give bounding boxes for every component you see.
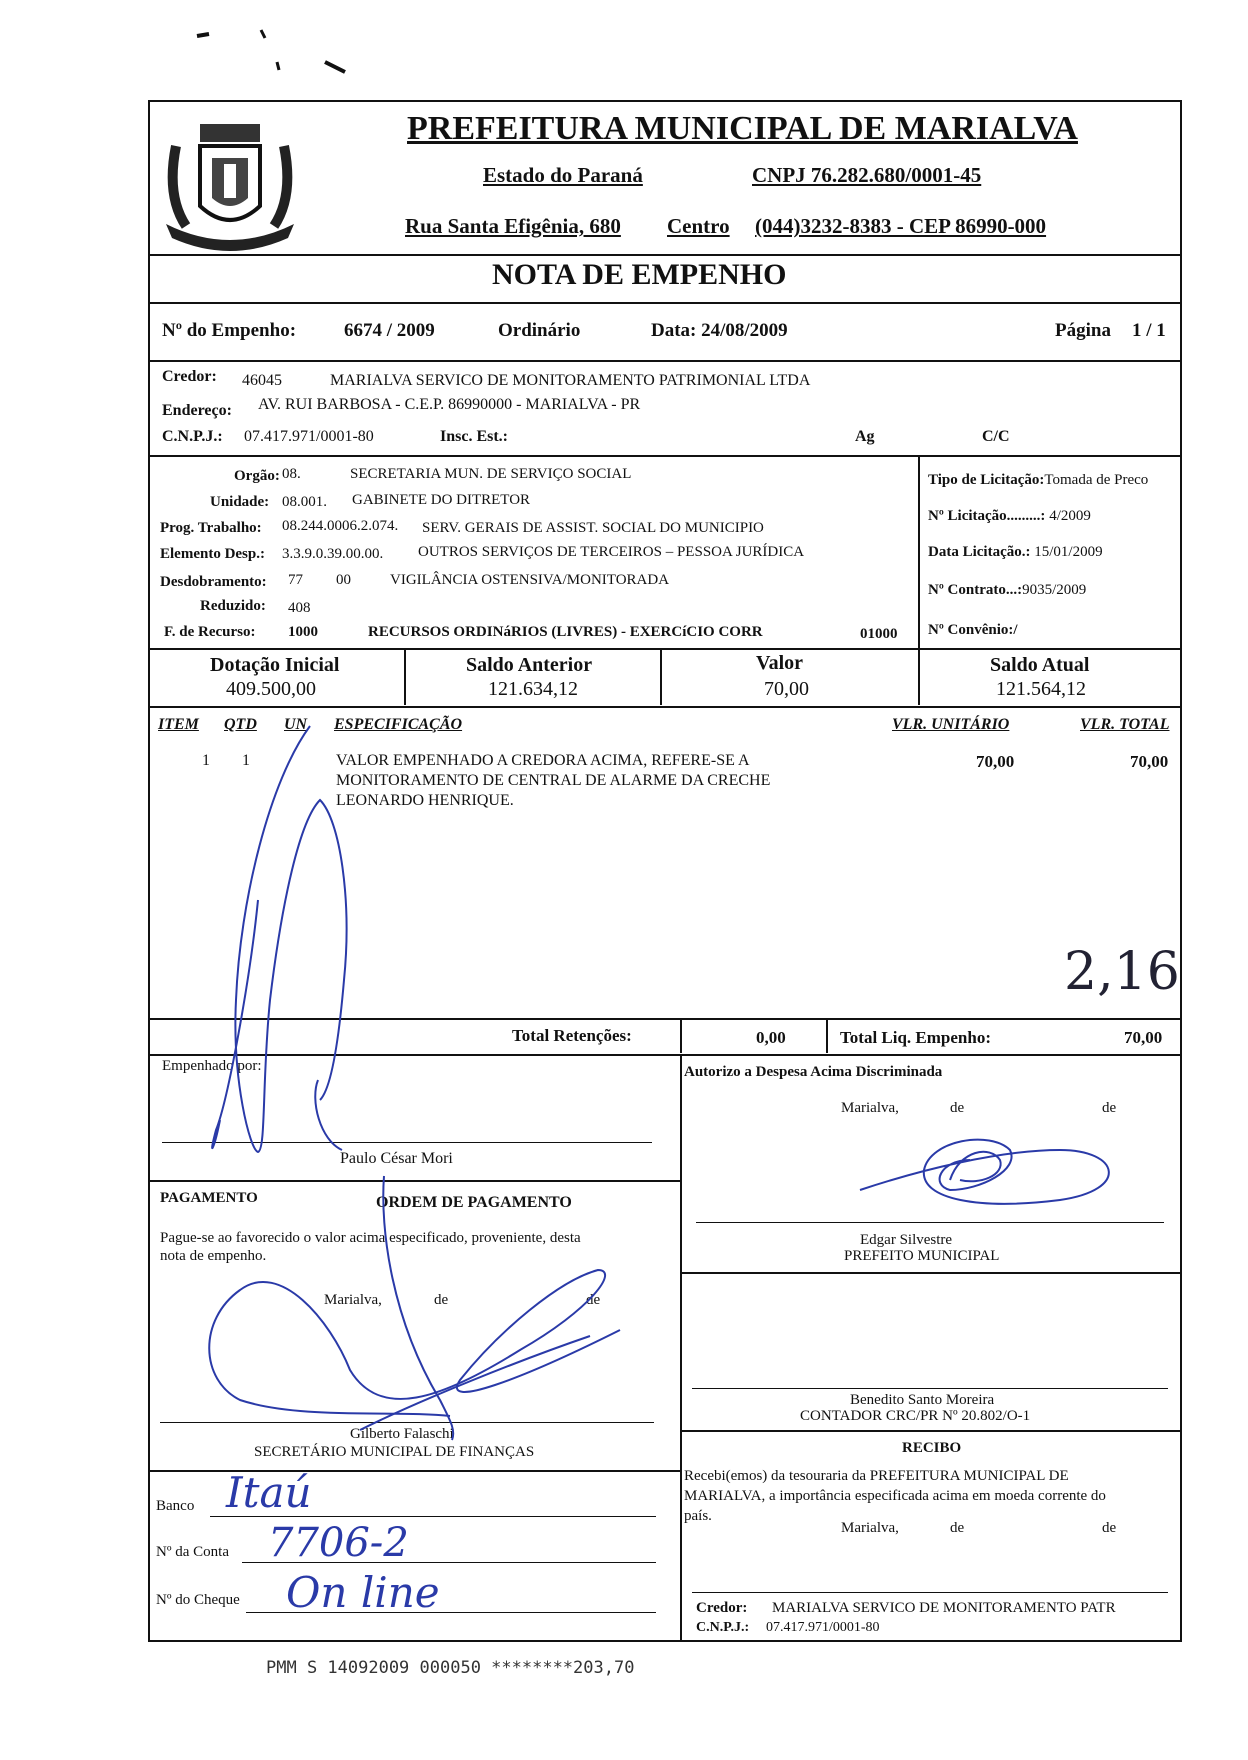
crest-banner-text: MARIALVA: [204, 222, 261, 233]
pagamento-de2: de: [586, 1292, 601, 1308]
document-title: NOTA DE EMPENHO: [492, 258, 787, 291]
row-item: 1: [202, 752, 210, 769]
page-label: Página: [1055, 320, 1111, 341]
desdobramento-label: Desdobramento:: [160, 574, 267, 590]
recibo-place: Marialva,: [841, 1520, 899, 1536]
pagamento-place: Marialva,: [324, 1292, 382, 1308]
row-unit-value: 70,00: [976, 752, 1015, 771]
num-convenio: Nº Convênio:/: [928, 622, 1018, 638]
contador-name: Benedito Santo Moreira: [850, 1392, 995, 1408]
unidade-name: GABINETE DO DITRETOR: [352, 492, 531, 508]
empenhado-name: Paulo César Mori: [340, 1150, 453, 1167]
recibo-cnpj-value: 07.417.971/0001-80: [766, 1620, 880, 1635]
elemento-code: 3.3.9.0.39.00.00.: [282, 546, 384, 562]
col-item: ITEM: [158, 716, 199, 733]
recibo-de2: de: [1102, 1520, 1117, 1536]
recibo-title: RECIBO: [902, 1440, 962, 1456]
elemento-name: OUTROS SERVIÇOS DE TERCEIROS – PESSOA JURÍDICA: [418, 544, 805, 560]
row-spec-line3: LEONARDO HENRIQUE.: [336, 792, 514, 809]
prog-label: Prog. Trabalho:: [160, 520, 262, 536]
page-title: PREFEITURA MUNICIPAL DE MARIALVA: [407, 110, 1078, 147]
fonte-number: 01000: [860, 626, 898, 642]
credor-cnpj: 07.417.971/0001-80: [244, 428, 374, 445]
empenho-label: Nº do Empenho:: [162, 320, 297, 341]
credor-code: 46045: [242, 372, 282, 389]
header-street: Rua Santa Efigênia, 680: [405, 214, 621, 238]
total-retencoes-value: 0,00: [756, 1028, 786, 1047]
dotacao-value: 409.500,00: [226, 678, 316, 700]
handwritten-note: 2,16: [1064, 942, 1180, 1002]
machine-stamp: PMM S 14092009 000050 ********203,70: [266, 1658, 635, 1678]
header-state: Estado do Paraná: [483, 163, 643, 187]
secretario-name: Gilberto Falaschi: [350, 1426, 454, 1442]
prog-name: SERV. GERAIS DE ASSIST. SOCIAL DO MUNICIPIO: [422, 520, 764, 536]
scan-marks: [195, 22, 355, 82]
contador-role: CONTADOR CRC/PR Nº 20.802/O-1: [800, 1408, 1031, 1424]
empenho-kind: Ordinário: [498, 320, 581, 341]
prog-code: 08.244.0006.2.074.: [282, 518, 399, 534]
cnpj-label: C.N.P.J.:: [162, 428, 223, 445]
unidade-code: 08.001.: [282, 494, 327, 510]
col-spec: ESPECIFICAÇÃO: [334, 716, 463, 733]
fonte-code: 1000: [288, 624, 318, 640]
address-label: Endereço:: [162, 402, 232, 419]
recibo-text3: país.: [684, 1508, 712, 1524]
page-number: 1 / 1: [1132, 320, 1166, 341]
row-spec-line1: VALOR EMPENHADO A CREDORA ACIMA, REFERE-SE A: [336, 752, 750, 769]
reduzido-label: Reduzido:: [200, 598, 266, 614]
recibo-cnpj-label: C.N.P.J.:: [696, 1620, 750, 1635]
total-liq-label: Total Liq. Empenho:: [840, 1028, 991, 1047]
credor-name: MARIALVA SERVICO DE MONITORAMENTO PATRIMONIAL LTDA: [330, 372, 811, 389]
saldo-anterior-label: Saldo Anterior: [466, 654, 593, 676]
recibo-de1: de: [950, 1520, 965, 1536]
pagamento-de1: de: [434, 1292, 449, 1308]
desdobramento-b: 00: [336, 572, 351, 588]
municipal-crest-logo: [156, 106, 304, 256]
fonte-name: RECURSOS ORDINáRIOS (LIVRES) - EXERCíCIO CORR: [368, 624, 763, 640]
orgao-name: SECRETARIA MUN. DE SERVIÇO SOCIAL: [350, 466, 632, 482]
saldo-atual-label: Saldo Atual: [990, 654, 1090, 676]
banco-label: Banco: [156, 1498, 195, 1514]
data-licitacao: Data Licitação.: 15/01/2009: [928, 544, 1103, 560]
valor-label: Valor: [756, 652, 804, 674]
autorizo-label: Autorizo a Despesa Acima Discriminada: [684, 1064, 943, 1080]
col-qtd: QTD: [224, 716, 257, 733]
recibo-text1: Recebi(emos) da tesouraria da PREFEITURA MUNICIPAL DE: [684, 1468, 1069, 1484]
dotacao-label: Dotação Inicial: [210, 654, 340, 676]
saldo-atual-value: 121.564,12: [996, 678, 1086, 700]
orgao-code: 08.: [282, 466, 301, 482]
empenhado-label: Empenhado por:: [162, 1058, 262, 1074]
header-phone-cep: (044)3232-8383 - CEP 86990-000: [755, 214, 1047, 238]
fonte-label: F. de Recurso:: [164, 624, 256, 640]
empenho-number: 6674 / 2009: [344, 320, 435, 341]
col-unit: VLR. UNITÁRIO: [892, 716, 1010, 733]
empenho-date: Data: 24/08/2009: [651, 320, 788, 341]
cheque-label: Nº do Cheque: [156, 1592, 240, 1608]
ag-label: Ag: [855, 428, 875, 445]
total-retencoes-label: Total Retenções:: [512, 1026, 632, 1045]
elemento-label: Elemento Desp.:: [160, 546, 265, 562]
pagamento-text2: nota de empenho.: [160, 1248, 267, 1264]
cheque-value: On line: [286, 1568, 440, 1617]
reduzido-value: 408: [288, 600, 311, 616]
valor-value: 70,00: [764, 678, 809, 700]
desdobramento-name: VIGILÂNCIA OSTENSIVA/MONITORADA: [390, 572, 670, 588]
ordem-pagamento-label: ORDEM DE PAGAMENTO: [376, 1194, 572, 1211]
recibo-credor-label: Credor:: [696, 1600, 748, 1616]
row-spec-line2: MONITORAMENTO DE CENTRAL DE ALARME DA CRECHE: [336, 772, 771, 789]
autorizo-de1: de: [950, 1100, 965, 1116]
prefeito-role: PREFEITO MUNICIPAL: [844, 1248, 1000, 1264]
col-total: VLR. TOTAL: [1080, 716, 1170, 733]
row-total-value: 70,00: [1130, 752, 1169, 771]
unidade-label: Unidade:: [210, 494, 270, 510]
num-contrato: Nº Contrato...:9035/2009: [928, 582, 1087, 598]
tipo-licitacao-label: Tipo de Licitação:Tomada de Preco: [928, 472, 1149, 488]
secretario-role: SECRETÁRIO MUNICIPAL DE FINANÇAS: [254, 1444, 535, 1460]
col-un: UN: [284, 716, 308, 733]
conta-value: 7706-2: [268, 1520, 409, 1566]
num-licitacao: Nº Licitação.........: 4/2009: [928, 508, 1091, 524]
insc-est-label: Insc. Est.:: [440, 428, 509, 445]
credor-address: AV. RUI BARBOSA - C.E.P. 86990000 - MARIALVA - PR: [258, 396, 641, 413]
desdobramento-a: 77: [288, 572, 303, 588]
recibo-text2: MARIALVA, a importância especificada acima em moeda corrente do: [684, 1488, 1106, 1504]
row-qtd: 1: [242, 752, 250, 769]
cc-label: C/C: [982, 428, 1010, 445]
total-liq-value: 70,00: [1124, 1028, 1163, 1047]
banco-value: Itaú: [226, 1468, 312, 1517]
credor-label: Credor:: [162, 368, 217, 385]
saldo-anterior-value: 121.634,12: [488, 678, 578, 700]
prefeito-name: Edgar Silvestre: [860, 1232, 953, 1248]
orgao-label: Orgão:: [234, 468, 280, 484]
conta-label: Nº da Conta: [156, 1544, 229, 1560]
header-district: Centro: [667, 214, 730, 238]
pagamento-text1: Pague-se ao favorecido o valor acima especificado, proveniente, desta: [160, 1230, 581, 1246]
autorizo-de2: de: [1102, 1100, 1117, 1116]
recibo-credor-name: MARIALVA SERVICO DE MONITORAMENTO PATR: [772, 1600, 1116, 1616]
header-cnpj: CNPJ 76.282.680/0001-45: [752, 163, 982, 187]
pagamento-label: PAGAMENTO: [160, 1190, 258, 1206]
autorizo-place: Marialva,: [841, 1100, 899, 1116]
